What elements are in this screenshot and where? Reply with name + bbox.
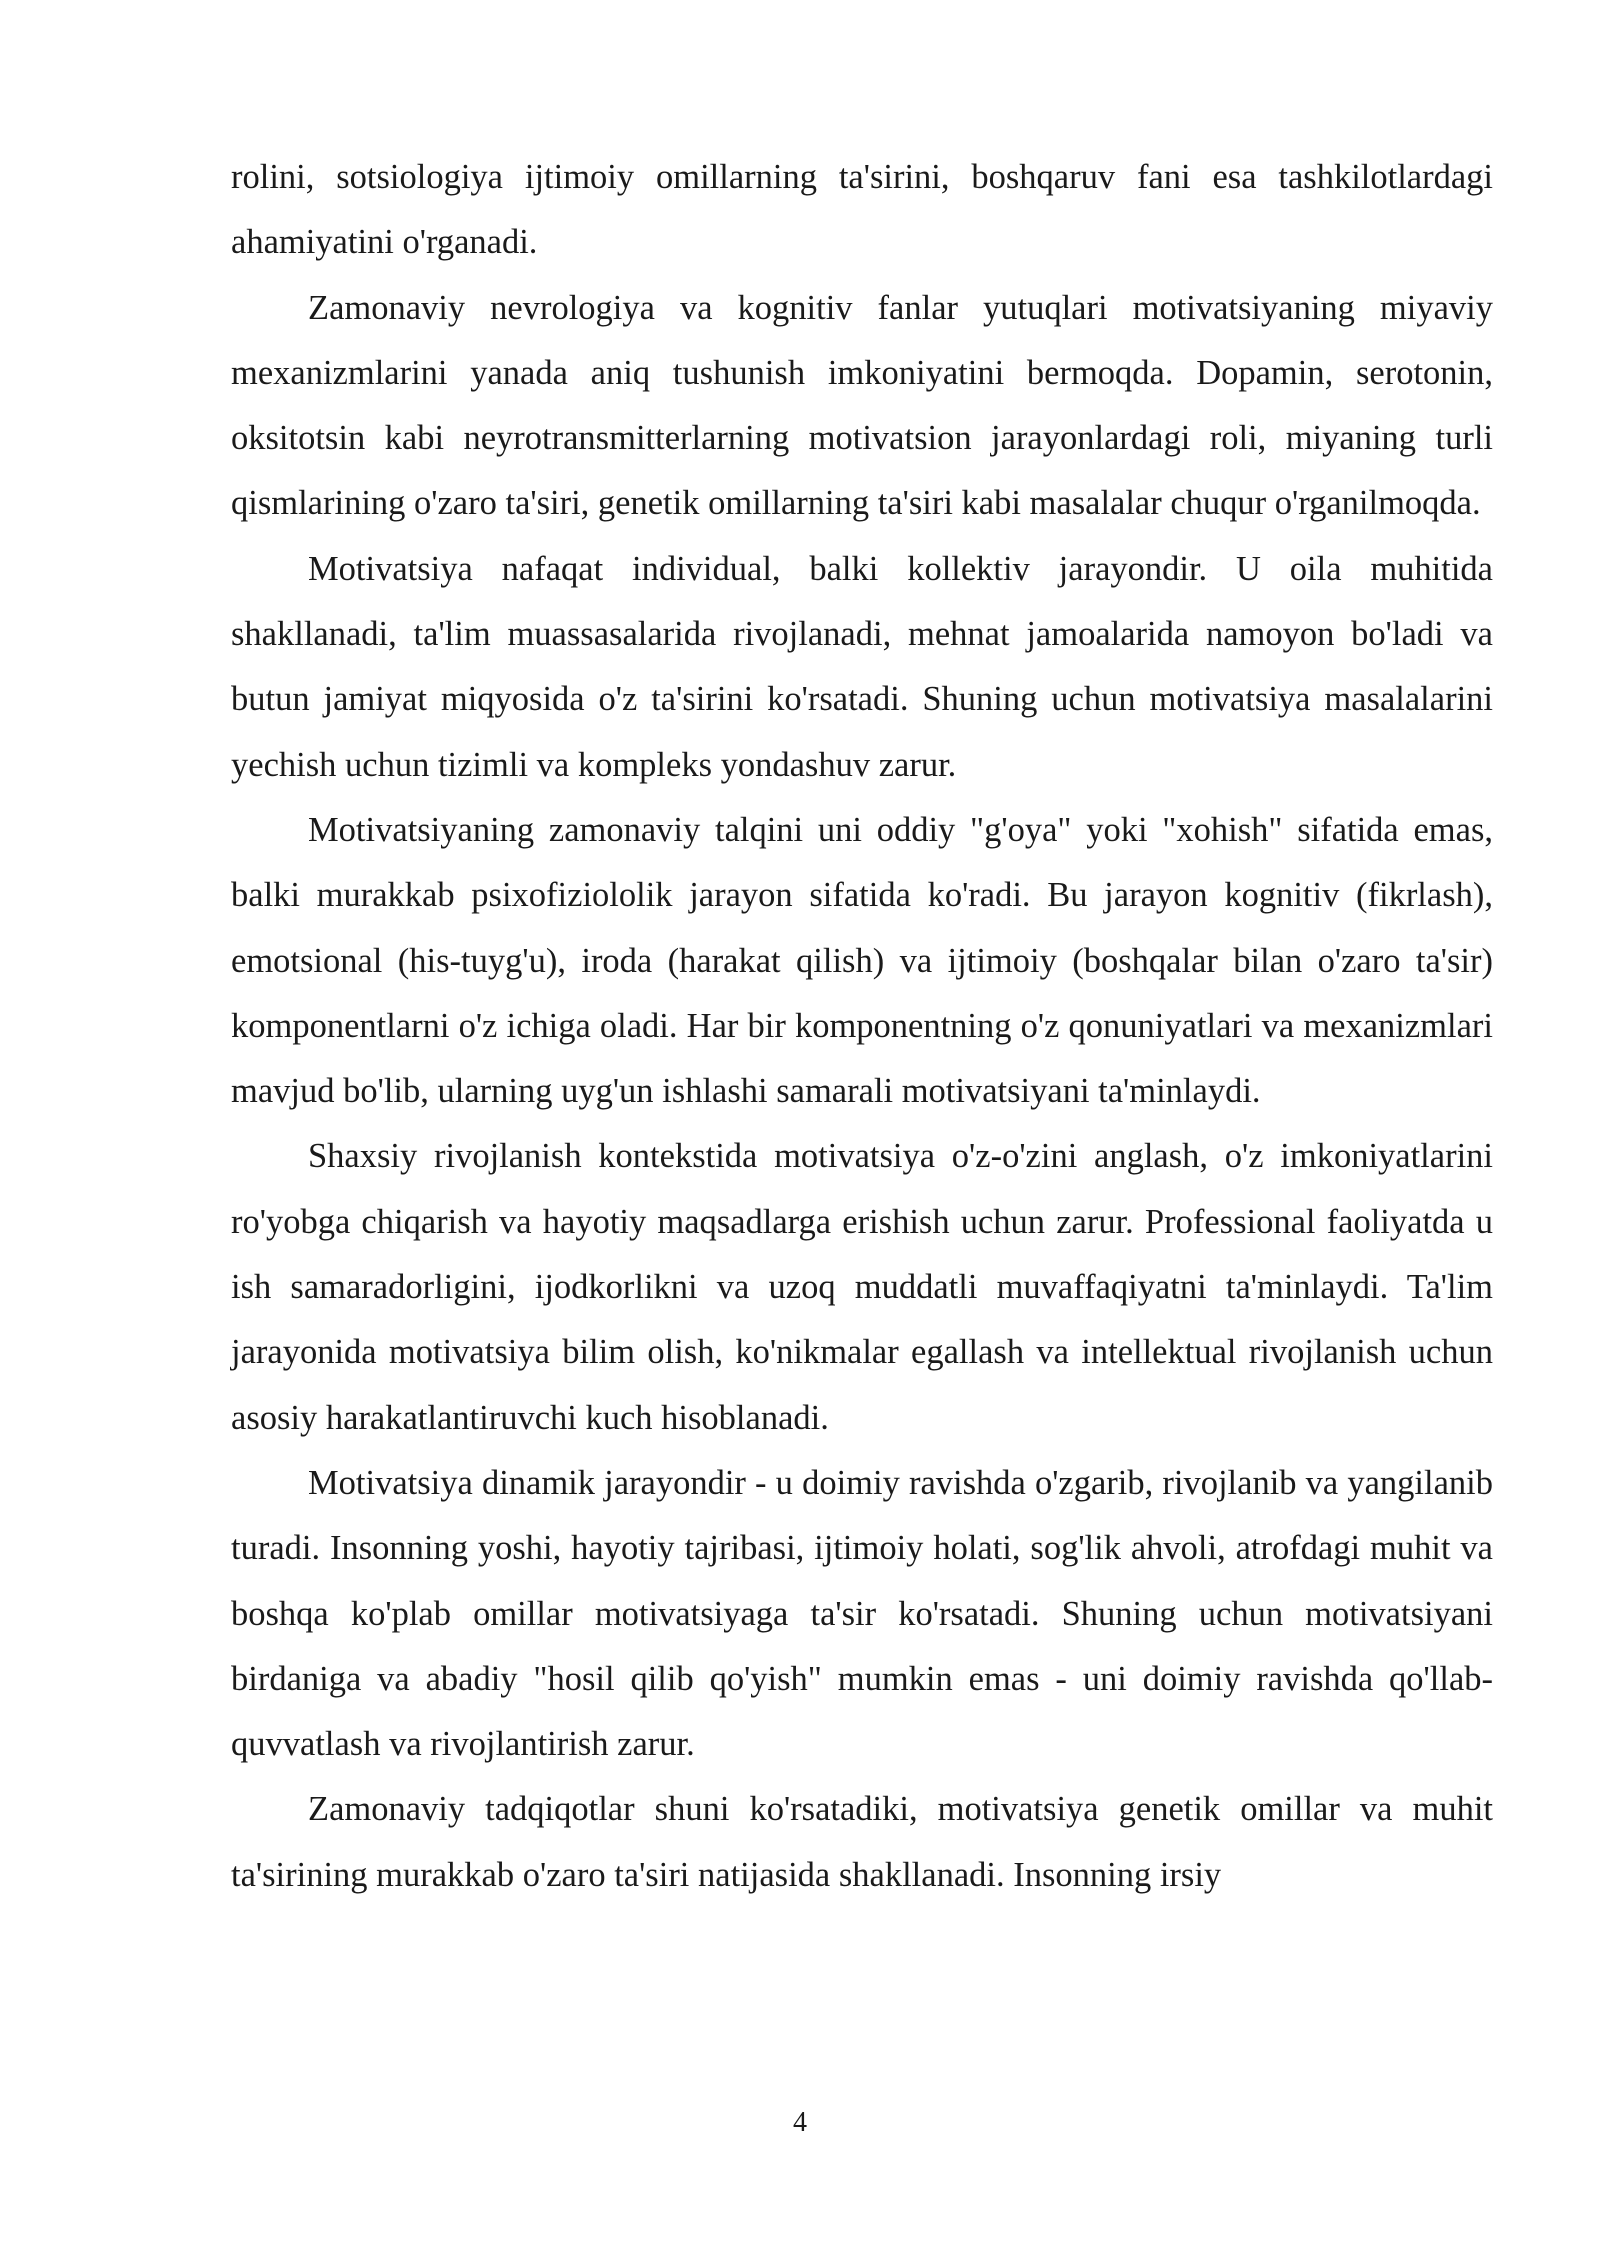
body-text bbox=[231, 145, 1493, 1908]
paragraph-1: rolini, sotsiologiya ijtimoiy omillarning ta'sirini, boshqaruv fani esa tashkilotlardagi ahamiyatini o'rganadi. bbox=[231, 158, 1493, 262]
paragraph-4: Motivatsiyaning zamonaviy talqini uni oddiy "g'oya" yoki "xohish" sifatida emas, balki murakkab psixofiziololik jarayon sifatida ko'radi. Bu jarayon kognitiv (fikrlash), emotsional (his-tuyg'u), iroda (harakat qilish) va ijtimoiy (boshqalar bilan o'zaro ta'sir) komponentlarni o'z ichiga oladi. Har bir komponentning o'z qonuniyatlari va mexanizmlari mavjud bo'lib, ularning uyg'un ishlashi samarali motivatsiyani ta'minlaydi. bbox=[231, 810, 1493, 1111]
paragraph-5: Shaxsiy rivojlanish kontekstida motivatsiya o'z-o'zini anglash, o'z imkoniyatlarini ro'yobga chiqarish va hayotiy maqsadlarga erishish uchun zarur. Professional faoliyatda u ish samaradorligini, ijodkorlikni va uzoq muddatli muvaffaqiyatni ta'minlaydi. Ta'lim jarayonida motivatsiya bilim olish, ko'nikmalar egallash va intellektual rivojlanish uchun asosiy harakatlantiruvchi kuch hisoblanadi. bbox=[231, 1137, 1493, 1437]
paragraph-6: Motivatsiya dinamik jarayondir - u doimiy ravishda o'zgarib, rivojlanib va yangilanib turadi. Insonning yoshi, hayotiy tajribasi, ijtimoiy holati, sog'lik ahvoli, atrofdagi muhit va boshqa ko'plab omillar motivatsiyaga ta'sir ko'rsatadi. Shuning uchun motivatsiyani birdaniga va abadiy "hosil qilib qo'yish" mumkin emas - uni doimiy ravishda qo'llab-quvvatlash va rivojlantirish zarur. bbox=[231, 1463, 1493, 1764]
paragraph-7: Zamonaviy tadqiqotlar shuni ko'rsatadiki, motivatsiya genetik omillar va muhit ta'sirining murakkab o'zaro ta'siri natijasida shakllanadi. Insonning irsiy bbox=[231, 1790, 1493, 1894]
page-number: 4 bbox=[793, 2107, 807, 2138]
paragraph-3: Motivatsiya nafaqat individual, balki kollektiv jarayondir. U oila muhitida shakllanadi, ta'lim muassasalarida rivojlanadi, mehnat jamoalarida namoyon bo'ladi va butun jamiyat miqyosida o'z ta'sirini ko'rsatadi. Shuning uchun motivatsiya masalalarini yechish uchun tizimli va kompleks yondashuv zarur. bbox=[231, 549, 1493, 784]
paragraph-2: Zamonaviy nevrologiya va kognitiv fanlar yutuqlari motivatsiyaning miyaviy mexanizmlarini yanada aniq tushunish imkoniyatini bermoqda. Dopamin, serotonin, oksitotsin kabi neyrotransmitterlarning motivatsion jarayonlardagi roli, miyaning turli qismlarining o'zaro ta'siri, genetik omillarning ta'siri kabi masalalar chuqur o'rganilmoqda. bbox=[231, 288, 1493, 523]
